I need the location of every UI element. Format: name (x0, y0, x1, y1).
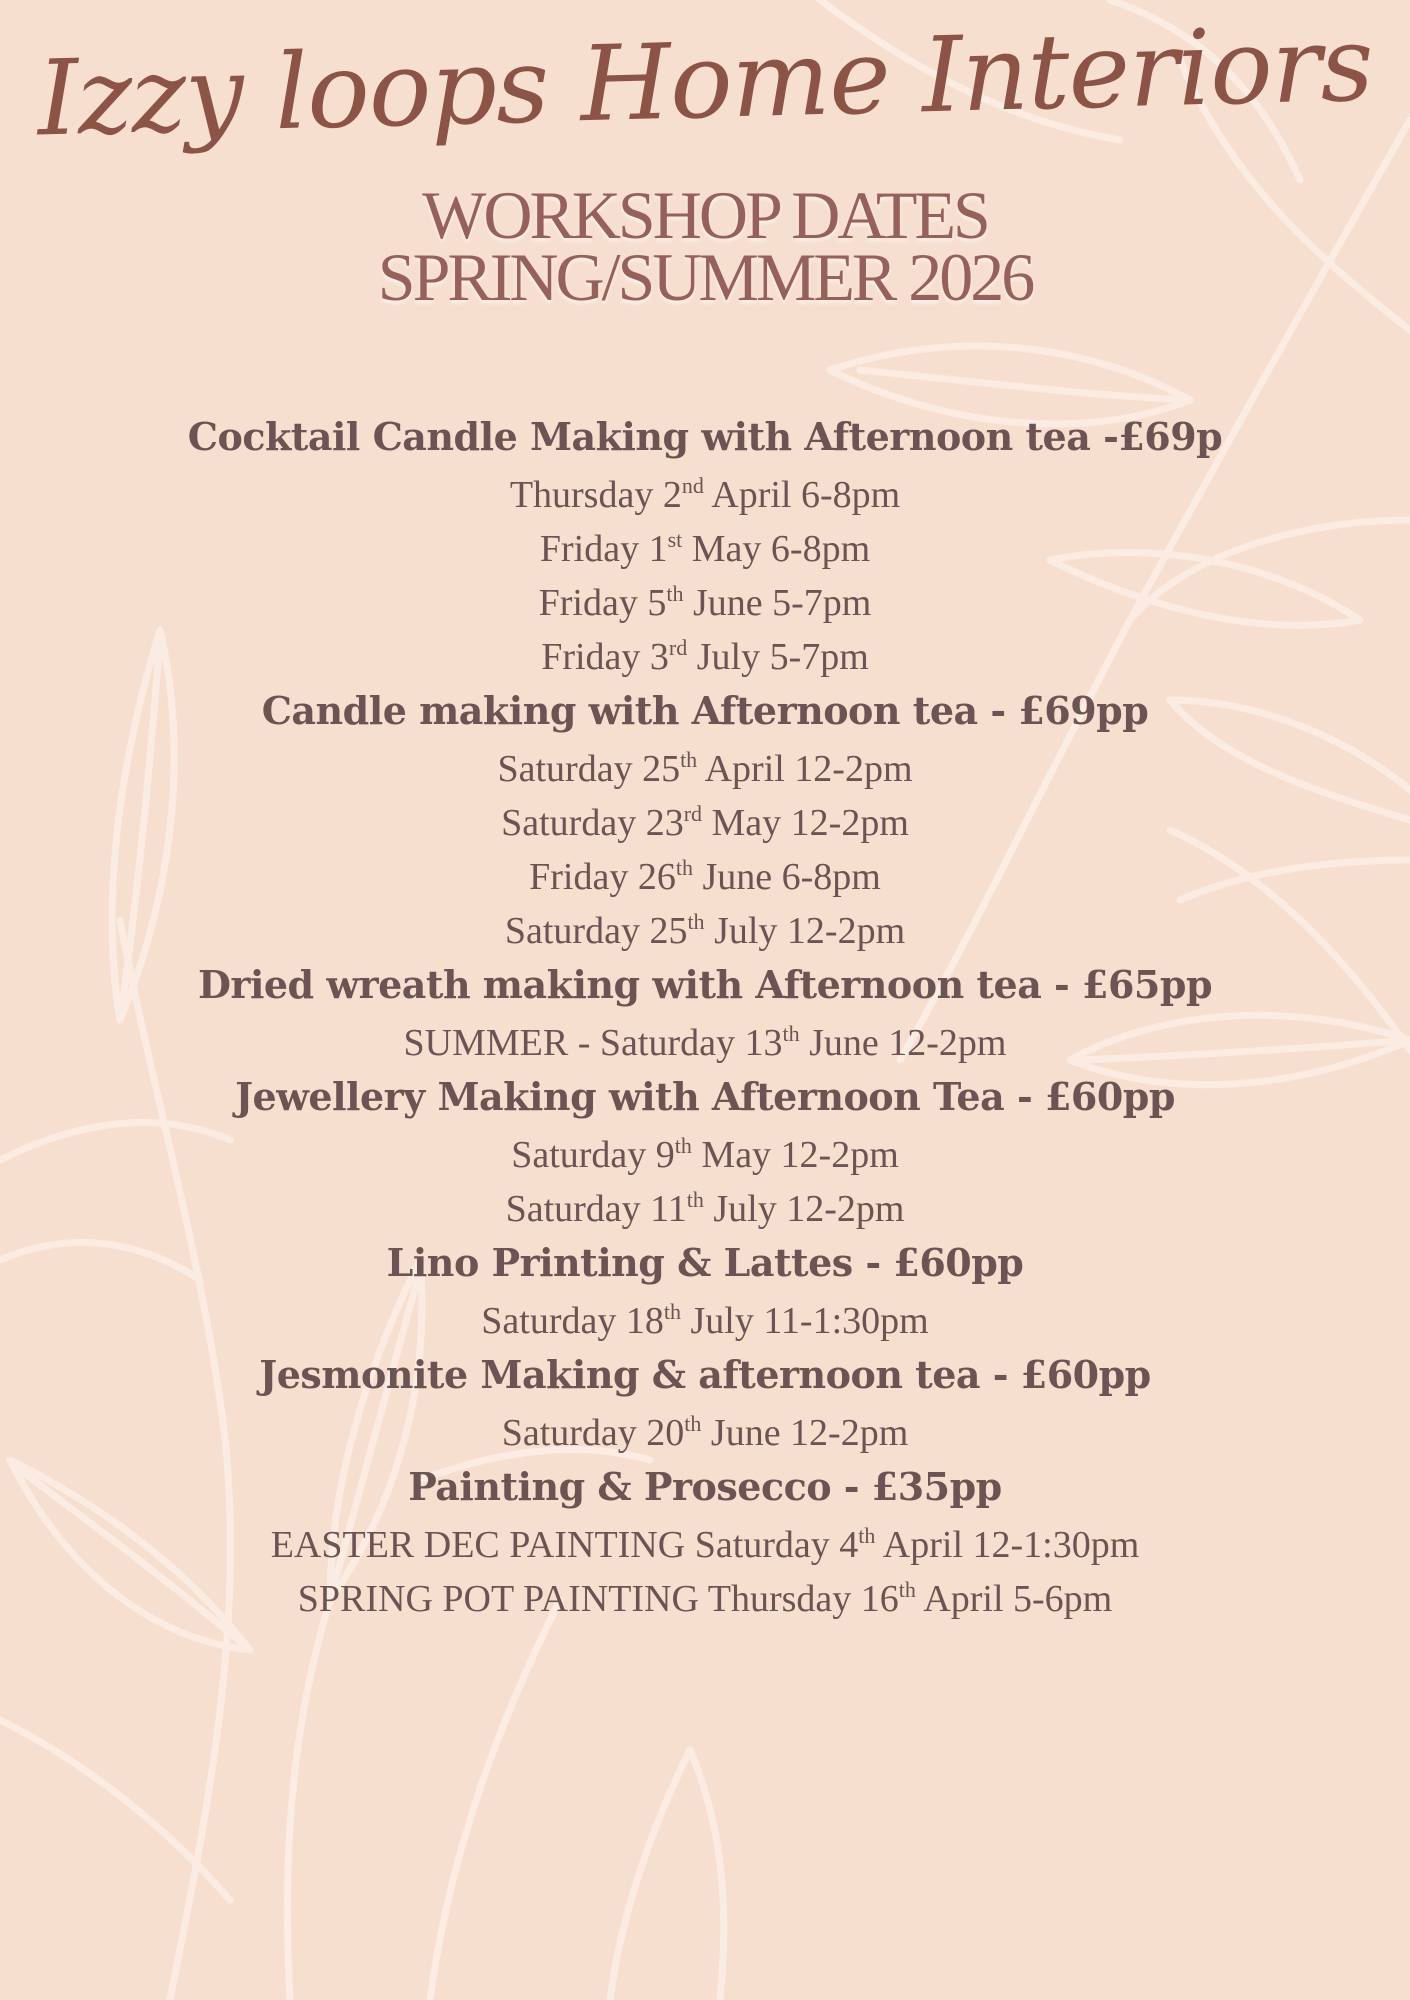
workshop-date (0, 630, 1410, 684)
date-text: April 6-8pm (703, 474, 901, 516)
date-text: July 12-2pm (703, 1188, 905, 1230)
workshop-title: Lino Printing & Lattes - £60pp (386, 1240, 1024, 1285)
workshop-date (0, 850, 1410, 904)
date-ordinal-suffix: st (667, 527, 683, 552)
workshop-title: Painting & Prosecco - £35pp (408, 1464, 1002, 1509)
date-text: July 5-7pm (687, 636, 869, 678)
date-text: Friday 26 (529, 856, 676, 898)
date-text: June 12-2pm (701, 1412, 909, 1454)
date-text: Friday 5 (538, 582, 667, 624)
date-text: EASTER DEC PAINTING Saturday 4 (270, 1524, 859, 1566)
date-ordinal-suffix: th (663, 1299, 681, 1324)
workshop-date (0, 1182, 1410, 1236)
date-ordinal-suffix: th (898, 1577, 916, 1602)
date-text: SUMMER - Saturday 13 (403, 1022, 783, 1064)
date-text: July 12-2pm (704, 910, 906, 952)
date-ordinal-suffix: th (686, 1187, 704, 1212)
workshop-date (0, 1572, 1410, 1626)
workshop-date (0, 576, 1410, 630)
workshop-date (0, 1016, 1410, 1070)
workshop-date (0, 522, 1410, 576)
date-ordinal-suffix: nd (681, 473, 704, 498)
date-text: Saturday 25 (497, 748, 681, 790)
date-ordinal-suffix: th (674, 1133, 692, 1158)
date-text: Friday 3 (541, 636, 669, 678)
subtitle-line-1: WORKSHOP DATES (422, 177, 988, 253)
workshop-list (0, 410, 1410, 1626)
date-ordinal-suffix: rd (683, 801, 703, 826)
date-ordinal-suffix: th (858, 1523, 876, 1548)
date-text: May 12-2pm (691, 1134, 899, 1176)
date-text: Saturday 25 (504, 910, 688, 952)
date-text: May 12-2pm (702, 802, 909, 844)
date-text: June 6-8pm (692, 856, 881, 898)
workshop-date (0, 1518, 1410, 1572)
date-ordinal-suffix: th (684, 1411, 702, 1436)
date-text: Saturday 9 (511, 1134, 675, 1176)
date-text: June 12-2pm (799, 1022, 1007, 1064)
workshop-title: Cocktail Candle Making with Afternoon tea -£69p (187, 414, 1223, 459)
date-text: SPRING POT PAINTING Thursday 16 (297, 1578, 899, 1620)
workshop-title: Dried wreath making with Afternoon tea - £65pp (197, 962, 1213, 1007)
date-text: May 6-8pm (682, 528, 871, 570)
date-ordinal-suffix: th (675, 855, 693, 880)
workshop-date (0, 1294, 1410, 1348)
workshop-date (0, 796, 1410, 850)
subtitle-line-2: SPRING/SUMMER 2026 (377, 239, 1033, 315)
workshop-date (0, 1406, 1410, 1460)
brand-title: Izzy loops Home Interiors (35, 2, 1375, 160)
date-text: April 12-2pm (697, 748, 913, 790)
date-ordinal-suffix: th (680, 747, 698, 772)
date-text: Saturday 18 (481, 1300, 664, 1342)
date-text: July 11-1:30pm (680, 1300, 929, 1342)
date-text: June 5-7pm (683, 582, 872, 624)
date-text: Saturday 20 (501, 1412, 685, 1454)
workshop-date (0, 468, 1410, 522)
workshop-date (0, 742, 1410, 796)
date-text: Saturday 11 (505, 1188, 687, 1230)
date-ordinal-suffix: th (687, 909, 705, 934)
date-text: Friday 1 (539, 528, 668, 570)
date-text: April 5-6pm (915, 1578, 1113, 1620)
date-text: Saturday 23 (501, 802, 684, 844)
date-ordinal-suffix: rd (668, 635, 688, 660)
workshop-date (0, 1128, 1410, 1182)
workshop-title: Jewellery Making with Afternoon Tea - £60pp (235, 1074, 1175, 1119)
date-ordinal-suffix: th (782, 1021, 800, 1046)
date-text: Thursday 2 (509, 474, 682, 516)
workshop-date (0, 904, 1410, 958)
workshop-title: Candle making with Afternoon tea - £69pp (261, 688, 1149, 733)
date-ordinal-suffix: th (666, 581, 684, 606)
date-text: April 12-1:30pm (875, 1524, 1140, 1566)
workshop-title: Jesmonite Making & afternoon tea - £60pp (259, 1352, 1151, 1397)
